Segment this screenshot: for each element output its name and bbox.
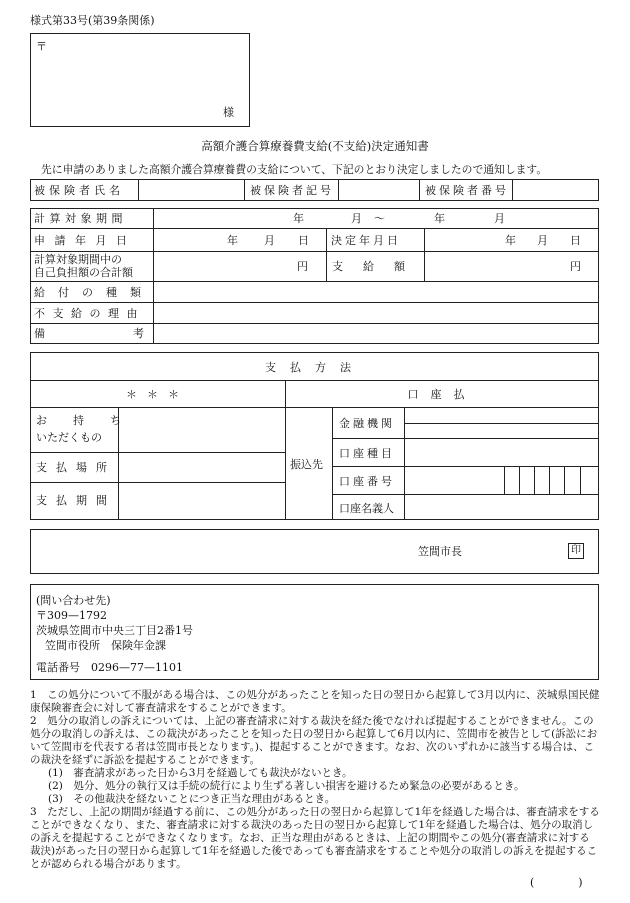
insured-name-field[interactable]: [140, 182, 242, 199]
insured-symbol-field[interactable]: [340, 182, 418, 199]
insured-number-field[interactable]: [514, 182, 598, 199]
intro-text: 先に申請のありました高額介護合算療養費の支給について、下記のとおり決定しましたので通知します。: [41, 163, 548, 176]
contact-address: 茨城県笠間市中央三丁目2番1号: [36, 624, 193, 637]
contact-phone: 電話番号 0296—77—1101: [36, 661, 183, 674]
application-date-day: 日: [298, 234, 309, 247]
insured-number-label: 被保険者番号: [425, 184, 509, 197]
account-holder-label: 口座名義人: [339, 502, 394, 515]
payment-method-header: 支払方法: [265, 361, 365, 374]
bring-items-label-2: いただくもの: [36, 431, 102, 444]
benefit-type-field[interactable]: [155, 283, 597, 301]
footer-paren: ( ): [530, 876, 583, 889]
seal-mark: 印: [568, 543, 584, 559]
contact-department: 笠間市役所 保険年金課: [45, 639, 166, 652]
decision-date-label: 決定年月日: [331, 234, 401, 247]
document-title: 高額介護合算療養費支給(不支給)決定通知書: [201, 139, 429, 153]
application-date-label: 申請年月日: [34, 234, 137, 247]
non-payment-reason-label: 不支給の理由: [34, 307, 145, 320]
form-number: 様式第33号(第39条関係): [30, 14, 155, 27]
bring-items-label-1: お持ち: [36, 414, 147, 427]
transfer-to-label: 振込先: [290, 458, 323, 471]
account-number-label: 口座番号: [339, 475, 395, 488]
period-year-end: 年: [434, 212, 445, 225]
issuer-title: 笠間市長: [418, 545, 462, 558]
postal-mark: 〒: [36, 40, 47, 53]
note-item: (2) 処分、処分の執行又は手続の続行により生ずる著しい損害を避けるため緊急の必要があるとき。: [48, 780, 525, 792]
decision-date-day: 日: [570, 234, 581, 247]
decision-date-month: 月: [537, 234, 548, 247]
period-month-start: 月: [351, 212, 362, 225]
note-item: 1 この処分について不服がある場合は、この処分があったことを知った日の翌日から起算して3月以内に、茨城県国民健康保険審査会に対して審査請求をすることができます。: [30, 689, 600, 714]
insured-symbol-label: 被保険者記号: [250, 184, 334, 197]
issuer-box: [30, 529, 599, 574]
payment-left-header: ＊＊＊: [126, 388, 189, 401]
note-item: (3) その他裁決を経ないことにつき正当な理由があるとき。: [48, 793, 336, 805]
contact-postal: 〒309—1792: [36, 609, 107, 622]
contact-header: (問い合わせ先): [36, 594, 111, 607]
payment-place-label: 支払場所: [36, 461, 116, 474]
period-label: 計算対象期間: [34, 212, 127, 225]
period-year-start: 年: [293, 212, 304, 225]
non-payment-reason-field[interactable]: [155, 304, 597, 322]
payment-amount-label: 支給額: [332, 260, 425, 273]
honorific: 様: [223, 106, 234, 119]
benefit-type-label: 給付の種類: [34, 286, 154, 299]
application-date-month: 月: [264, 234, 275, 247]
self-pay-label-2: 自己負担額の合計額: [34, 266, 133, 279]
payment-period-label: 支払期間: [36, 494, 116, 507]
self-pay-unit: 円: [297, 260, 308, 273]
note-item: 2 処分の取消しの訴えについては、上記の審査請求に対する裁決を経た後でなければ提起することができません。この処分の取消しの訴えは、この裁決があったことを知った日の翌日から起算して6月以内に、笠間市を被告として(訴訟において笠間市を代表する者は笠間市長となります。)、提起することができます。なお、次のいずれかに該当する場合は、この裁決を経ずに訴訟を提起することができます。: [30, 715, 598, 766]
note-item: (1) 審査請求があった日から3月を経過しても裁決がないとき。: [48, 767, 353, 779]
note-item: 3 ただし、上記の期間が経過する前に、この処分があった日の翌日から起算して1年を経過した場合は、審査請求をすることができなくなり、また、審査請求に対する裁決のあった日の翌日から起算して1年を経過した場合は、処分の取消しの訴えを提起することができなくなります。なお、正当な理由があるときは、上記の期間やこの処分(審査請求に対する裁決)があった日の翌日から起算して1年を経過した後であっても審査請求をすることや処分の取消しの訴えを提起することが認められる場合があります。: [30, 806, 600, 870]
decision-date-year: 年: [505, 234, 516, 247]
address-box: [30, 33, 250, 127]
payment-right-header: 口座払: [407, 388, 477, 401]
payment-amount-unit: 円: [570, 260, 581, 273]
period-tilde: 〜: [374, 212, 385, 225]
bank-label: 金融機関: [339, 417, 395, 430]
application-date-year: 年: [227, 234, 238, 247]
remarks-label: 備考: [34, 327, 232, 340]
notes: [30, 689, 600, 871]
account-type-label: 口座種目: [339, 447, 395, 460]
remarks-field[interactable]: [155, 325, 597, 343]
insured-name-label: 被保険者氏名: [34, 184, 124, 197]
self-pay-label-1: 計算対象期間中の: [34, 253, 122, 266]
period-month-end: 月: [494, 212, 505, 225]
